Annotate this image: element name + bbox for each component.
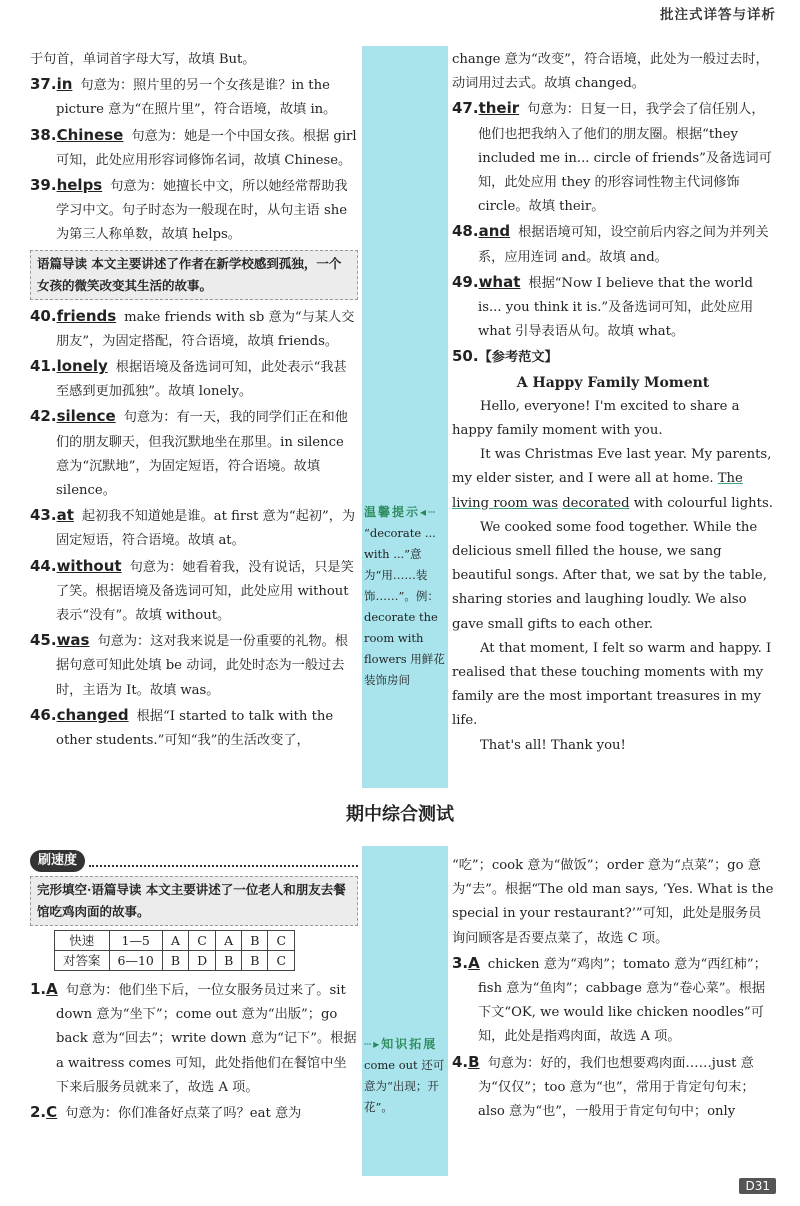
item-answer: what [478, 272, 521, 291]
answer-item [30, 123, 358, 173]
item-answer: helps [56, 176, 103, 195]
section-title: 期中综合测试 [346, 804, 454, 825]
item-explanation: 句意为：日复一日，我学会了信任别人，他们也把我纳入了他们的朋友圈。根据“they included me in... circle of friends”及备选词可知，此处应用 they 的形容词性物主代词修饰 circle。故填 their。 [478, 102, 772, 215]
essay-paragraph [452, 443, 774, 516]
item-explanation: 句意为：这对我来说是一份重要的礼物。根据句意可知此处填 be 动词，此处时态为一般过去时，主语为 It。故填 was。 [56, 634, 349, 698]
essay-paragraph: At that moment, I felt so warm and happy. I realised that these touching moments with my family are the most important treasures in my life. [452, 640, 772, 729]
item-answer: in [56, 75, 73, 94]
essay-label-text: 【参考范文】 [478, 350, 558, 366]
answer-item [452, 96, 774, 219]
item-answer: friends [56, 306, 117, 325]
answer-table-cell: C [189, 931, 216, 951]
answer-item [452, 951, 774, 1050]
item-explanation: 句意为：好的，我们也想要鸡肉面……just 意为“仅仅”；too 意为“也”，常用于肯定句句末；also 意为“也”，一般用于肯定句句中；only [478, 1055, 755, 1120]
item-explanation: 根据语境可知，设空前后内容之间为并列关系，应用连词 and。故填 and。 [478, 225, 769, 265]
item-number: 44. [30, 556, 57, 575]
essay-underlined: decorated [562, 495, 630, 511]
answer-table-cell: B [242, 951, 268, 971]
answer-table-cell: A [162, 931, 188, 951]
essay-text: It was Christmas Eve last year. My parents, my elder sister, and I were all at home. [452, 447, 772, 487]
answer-table-cell: 对答案 [55, 951, 110, 971]
item-number: 37. [30, 75, 57, 94]
page-header: 批注式详答与详析 [660, 7, 776, 23]
answer-item [452, 1050, 774, 1125]
essay-underlined: The living room was [452, 471, 743, 511]
item-number: 39. [30, 176, 57, 195]
answer-item [30, 404, 358, 503]
answer-table-cell: B [216, 951, 242, 971]
essay-title: A Happy Family Moment [516, 374, 710, 391]
answer-table [54, 930, 295, 971]
answer-table-cell: D [189, 951, 216, 971]
answer-item [30, 72, 358, 122]
item-explanation: chicken 意为“鸡肉”；tomato 意为“西红柿”；fish 意为“鱼肉”；cabbage 意为“卷心菜”。根据下文“OK, we would like chicken noodles”可知，此处是指鸡肉面，故选 A 项。 [478, 956, 767, 1045]
item-explanation: 句意为：照片里的另一个女孩是谁？in the picture 意为“在照片里”，符合语境，故填 in。 [56, 78, 337, 118]
item-number: 38. [30, 125, 57, 144]
item-answer: without [56, 556, 122, 575]
item-number: 1. [30, 980, 47, 998]
item-answer: Chinese [56, 125, 124, 144]
item-number: 42. [30, 407, 57, 426]
essay-label [452, 344, 774, 370]
item-explanation: 句意为：他们坐下后，一位女服务员过来了。sit down 意为“坐下”；come out 意为“出版”；go back 意为“回去”；write down 意为“记下”。根据 a waitress comes 可知，此处指他们在餐馆中坐下来后服务员就来了，故选 A 项。 [56, 983, 357, 1095]
item-answer: lonely [56, 357, 108, 376]
answer-item [30, 304, 358, 354]
item-explanation: 根据“Now I believe that the world is... you think it is.”及备选词可知，此处应用 what 引导表语从句。故填 what。 [478, 275, 754, 340]
item-number: 3. [452, 953, 469, 972]
item-answer: silence [56, 407, 116, 426]
answer-table-cell: A [216, 931, 242, 951]
answer-table-cell: B [162, 951, 188, 971]
top-right-column [452, 48, 774, 758]
sidebar-strip-bottom [362, 846, 448, 1176]
item-explanation: 根据“I started to talk with the other students.”可知“我”的生活改变了， [56, 708, 334, 749]
item-explanation: 句意为：她看着我，没有说话，只是笑了笑。根据语境及备选词可知，此处应用 without 表示“没有”。故填 without。 [56, 559, 354, 624]
item-number: 50. [452, 347, 479, 366]
item-explanation: 句意为：有一天，我的同学们正在和他们的朋友聊天，但我沉默地坐在那里。in silence 意为“沉默地”，为固定短语，符合语境。故填 silence。 [56, 410, 348, 499]
answer-table-cell: 6—10 [109, 951, 162, 971]
passage-guide: 语篇导读 本文主要讲述了作者在新学校感到孤独，一个女孩的微笑改变其生活的故事。 [30, 250, 358, 300]
tip-title-text: 温馨提示 [364, 505, 421, 519]
arrow-left-icon: ◂┄ [420, 505, 438, 519]
answer-item [30, 354, 358, 404]
answer-item [30, 703, 358, 753]
answer-table-cell: C [268, 951, 295, 971]
answer-table-cell: 快速 [55, 931, 110, 951]
answer-item [30, 554, 358, 629]
item-answer: changed [56, 705, 129, 724]
item-answer: their [478, 99, 520, 118]
item-explanation: make friends with sb 意为“与某人交朋友”，为固定搭配，符合语境，故填 friends。 [56, 309, 355, 349]
essay-paragraph: Hello, everyone! I'm excited to share a happy family moment with you. [452, 398, 740, 439]
item-number: 48. [452, 222, 479, 241]
item-answer: C [46, 1103, 58, 1122]
arrow-left-icon: ┄▸ [364, 1037, 382, 1051]
item-explanation: 句意为：她是一个中国女孩。根据 girl 可知，此处应用形容词修饰名词，故填 Chinese。 [56, 128, 357, 168]
intro-line: 于句首，单词首字母大写，故填 But。 [30, 52, 256, 67]
answer-table-cell: 1—5 [109, 931, 162, 951]
answer-item [30, 1100, 358, 1126]
essay-paragraph: That's all! Thank you! [480, 737, 626, 753]
item-number: 46. [30, 705, 57, 724]
item-answer: A [468, 953, 480, 972]
item-number: 2. [30, 1103, 47, 1122]
tip-title-text: 知识拓展 [381, 1037, 438, 1051]
item-answer: at [56, 506, 74, 525]
tip-body: “decorate ... with ...”意为“用……装饰……”。例：decorate the room with flowers 用鲜花装饰房间 [364, 526, 445, 687]
answer-item [452, 270, 774, 345]
answer-item [30, 977, 358, 1100]
item-number: 40. [30, 306, 57, 325]
tip-title [364, 502, 446, 523]
continued-line: change 意为“改变”，符合语境，此处为一般过去时，动词用过去式。故填 changed。 [452, 52, 769, 92]
speed-badge: 刷速度 [30, 850, 85, 872]
item-answer: A [46, 980, 58, 998]
item-number: 4. [452, 1052, 469, 1071]
item-number: 45. [30, 631, 57, 650]
item-number: 43. [30, 506, 57, 525]
answer-table-cell: C [268, 931, 295, 951]
tip-box [364, 502, 446, 691]
tip-title [364, 1034, 446, 1055]
passage-guide: 完形填空·语篇导读 本文主要讲述了一位老人和朋友去餐馆吃鸡肉面的故事。 [30, 876, 358, 926]
item-answer: was [56, 631, 90, 650]
bottom-left-column [30, 850, 358, 1126]
item-explanation: 起初我不知道她是谁。at first 意为“起初”，为固定短语，符合语境。故填 at。 [56, 509, 356, 549]
speed-header [30, 850, 358, 872]
answer-item [452, 219, 774, 269]
item-explanation: 根据语境及备选词可知，此处表示“我甚至感到更加孤独”。故填 lonely。 [56, 360, 347, 400]
item-answer: B [468, 1052, 480, 1071]
tip-body: come out 还可意为“出现；开花”。 [364, 1058, 445, 1114]
essay-text: with colourful lights. [629, 495, 773, 511]
item-answer: and [478, 222, 511, 241]
item-number: 49. [452, 272, 479, 291]
item-number: 41. [30, 357, 57, 376]
answer-item [30, 503, 358, 553]
item-number: 47. [452, 99, 479, 118]
bottom-right-column [452, 854, 774, 1124]
page-number: D31 [739, 1178, 776, 1194]
top-left-column [30, 48, 358, 753]
essay-paragraph: We cooked some food together. While the delicious smell filled the house, we sang beautiful songs. After that, we sat by the table, sharing stories and laughing loudly. We also gave small gifts to each other. [452, 519, 767, 632]
item-explanation: 句意为：你们准备好点菜了吗？eat 意为 [65, 1106, 302, 1122]
answer-table-cell: B [242, 931, 268, 951]
answer-item [30, 173, 358, 248]
continued-line: “吃”；cook 意为“做饭”；order 意为“点菜”；go 意为“去”。根据“The old man says, ‘Yes. What is the special in your restaurant?’”可知，此处是服务员询问顾客是否要点菜了，故选 C 项。 [452, 858, 774, 946]
item-explanation: 句意为：她擅长中文，所以她经常帮助我学习中文。句子时态为一般现在时，从句主语 she 为第三人称单数，故填 helps。 [56, 179, 348, 243]
tip-box-knowledge [364, 1034, 446, 1118]
dotted-divider [89, 855, 358, 867]
answer-item [30, 628, 358, 703]
